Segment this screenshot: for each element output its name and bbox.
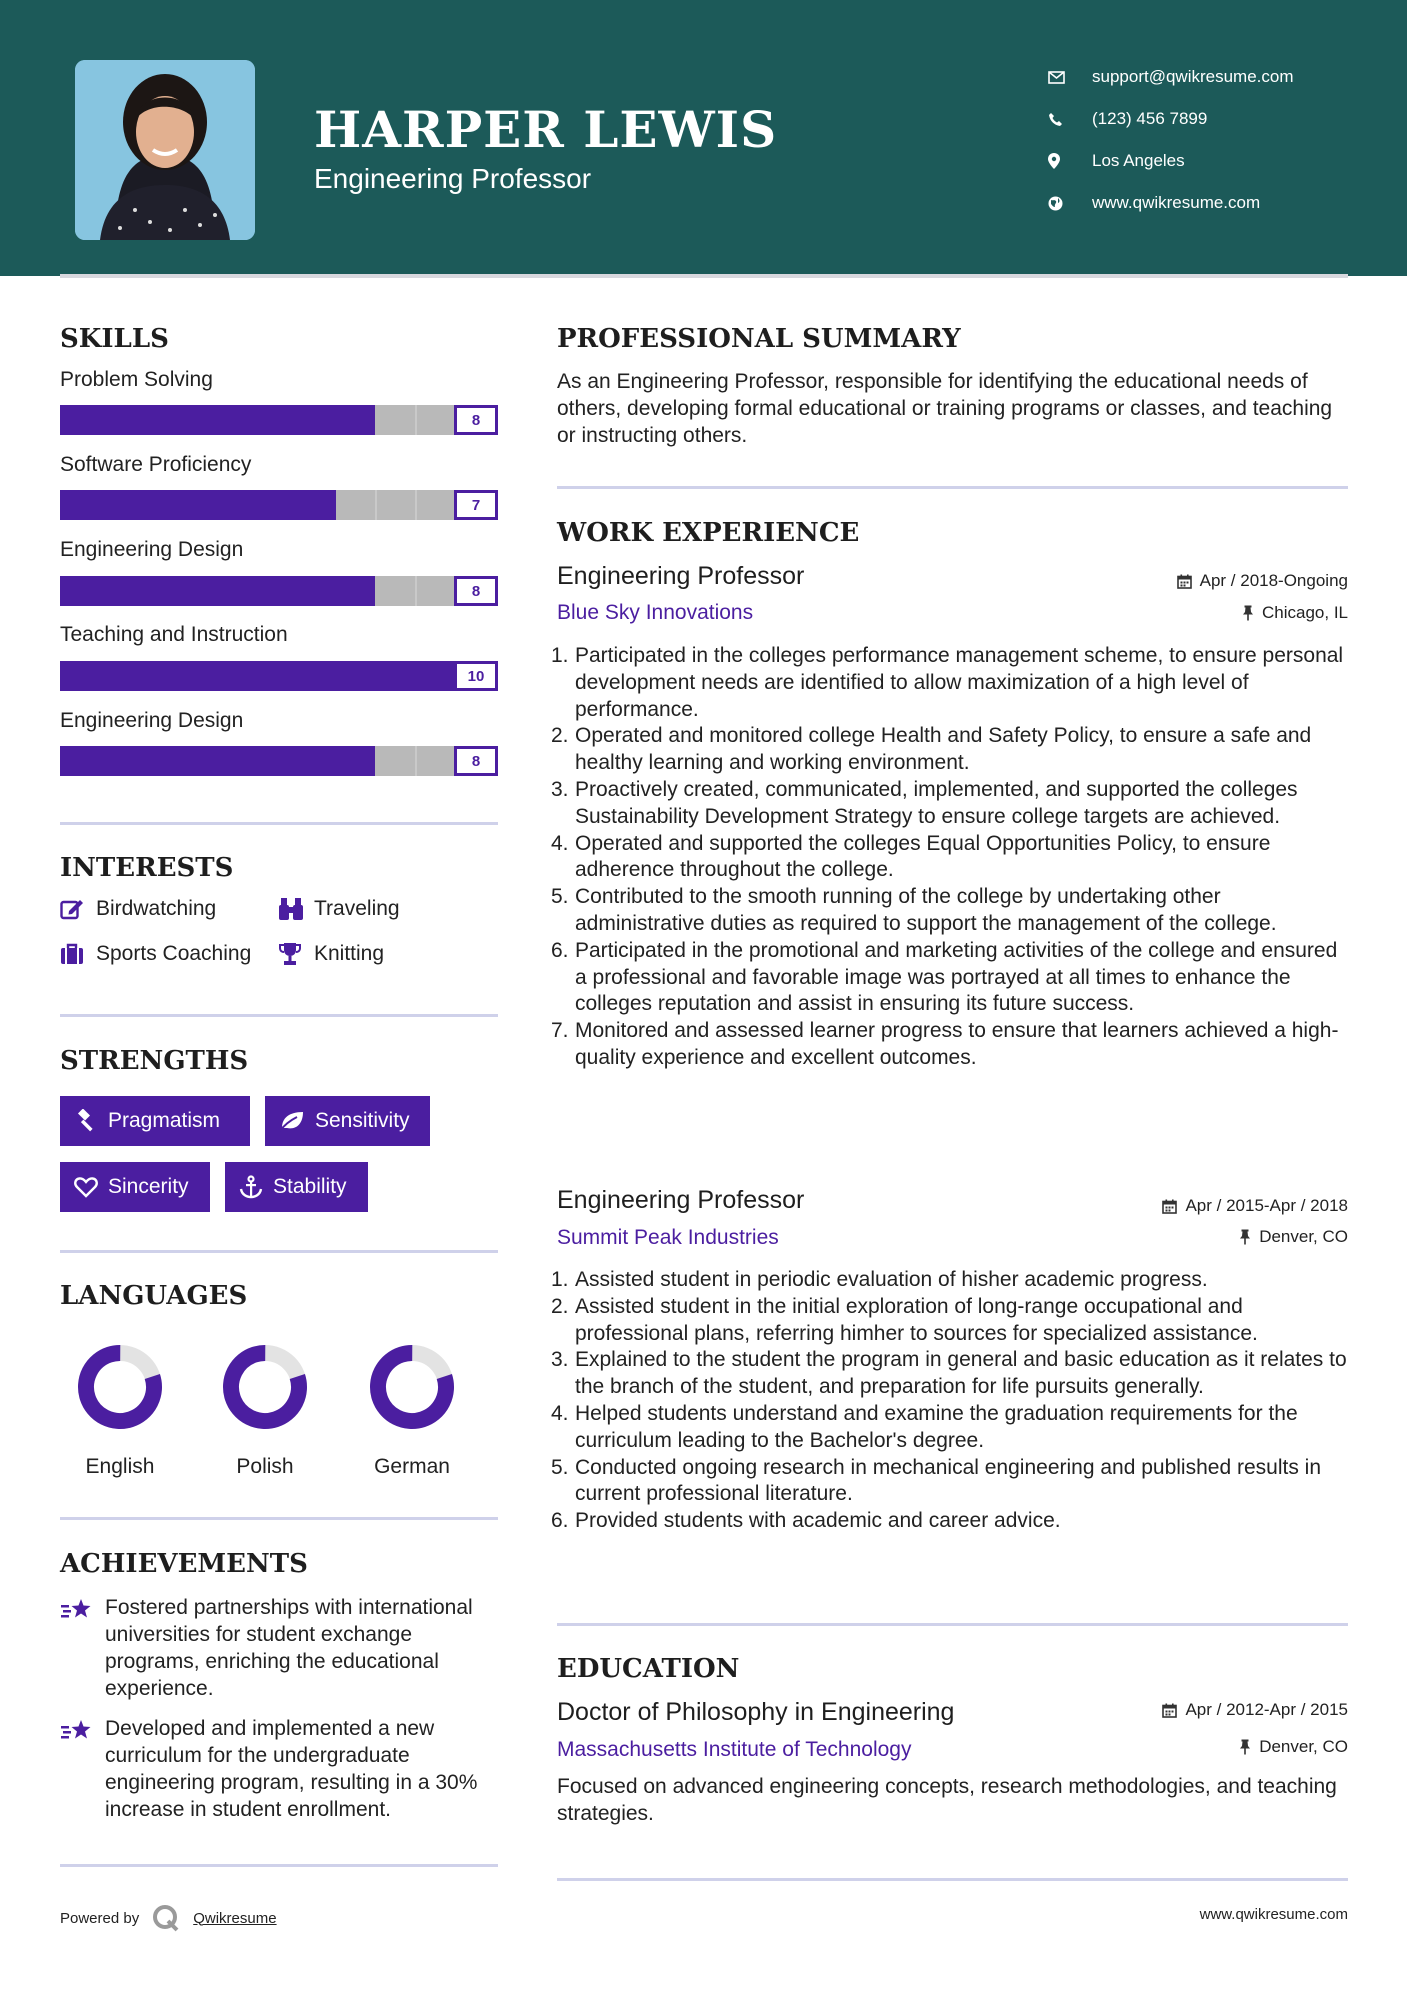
strength-tag	[60, 1096, 250, 1146]
summary-heading: PROFESSIONAL SUMMARY	[557, 324, 961, 354]
contact-email-text: support@qwikresume.com	[1092, 67, 1294, 86]
school-name: Massachusetts Institute of Technology	[557, 1738, 912, 1761]
anchor-icon	[239, 1175, 263, 1199]
language-proficiency-ring	[367, 1342, 457, 1432]
contact-phone-text: (123) 456 7899	[1092, 109, 1208, 128]
company-name: Summit Peak Industries	[557, 1226, 779, 1249]
language-item	[357, 1342, 467, 1479]
language-name: German	[374, 1455, 450, 1478]
skill-bar-segment	[415, 576, 417, 606]
education-heading: EDUCATION	[557, 1654, 740, 1684]
job-responsibilities	[551, 643, 1350, 1072]
summary-text: As an Engineering Professor, responsible for identifying the educational needs of others, developing formal educational or training programs or classes, and teaching or instructing others.	[557, 370, 1333, 447]
list-item: 6. Participated in the promotional and marketing activities of the college and ensured a professional and favorable image was portrayed at all times to enhance the colleges reputation and assist in ensuring its future success.	[551, 938, 1338, 1016]
skill-name: Teaching and Instruction	[60, 623, 288, 646]
pushpin-icon	[1239, 1739, 1251, 1755]
shooting-star-icon	[60, 1715, 105, 1823]
section-divider	[557, 486, 1348, 489]
skill-bar-segment	[415, 405, 417, 435]
gavel-icon	[74, 1109, 98, 1133]
qwikresume-logo-icon	[151, 1903, 181, 1933]
skill-level-badge: 8	[454, 576, 498, 606]
experience-heading: WORK EXPERIENCE	[557, 518, 860, 548]
shooting-star-icon	[60, 1594, 105, 1702]
job-title: Engineering Professor	[557, 562, 805, 590]
interest-item	[278, 897, 400, 921]
contact-email[interactable]	[1048, 56, 1294, 98]
skills-heading: SKILLS	[60, 324, 169, 354]
job-dates-text: Apr / 2015-Apr / 2018	[1185, 1196, 1348, 1215]
list-item: 6. Provided students with academic and career advice.	[551, 1509, 1061, 1533]
section-divider	[557, 1878, 1348, 1881]
skill-name: Software Proficiency	[60, 453, 252, 476]
skill-bar-segment	[415, 490, 417, 520]
skill-name: Problem Solving	[60, 368, 213, 391]
section-divider	[60, 1014, 498, 1017]
achievement-text: Developed and implemented a new curriculum for the undergraduate engineering program, resulting in a 30% increase in student enrollment.	[105, 1717, 478, 1821]
achievements-heading: ACHIEVEMENTS	[60, 1549, 308, 1579]
qwikresume-link[interactable]: Qwikresume	[193, 1909, 277, 1927]
skill-bar	[60, 746, 498, 776]
job-title: Engineering Professor	[557, 1186, 805, 1214]
footer-powered-by	[60, 1903, 277, 1933]
map-pin-icon	[1048, 153, 1092, 169]
skill-level-badge: 7	[454, 490, 498, 520]
strength-tag	[265, 1096, 430, 1146]
section-divider	[557, 1623, 1348, 1626]
list-item: 3. Proactively created, communicated, implemented, and supported the colleges Sustainability Development Strategy to ensure college targets are achieved.	[551, 777, 1298, 828]
skill-bar	[60, 405, 498, 435]
candidate-name: HARPER LEWIS	[314, 100, 778, 159]
strength-label: Pragmatism	[108, 1109, 221, 1132]
strength-label: Sensitivity	[315, 1109, 410, 1132]
briefcase-icon	[60, 943, 96, 965]
interest-item	[60, 897, 216, 921]
interest-label: Knitting	[314, 942, 385, 965]
interest-item	[278, 942, 384, 966]
skill-name: Engineering Design	[60, 709, 244, 732]
list-item: 5. Conducted ongoing research in mechanical engineering and published results in current professional literature.	[551, 1455, 1321, 1506]
skill-bar-fill	[60, 490, 336, 520]
calendar-icon	[1162, 1199, 1177, 1214]
achievement-item	[60, 1715, 500, 1823]
profile-photo	[75, 60, 255, 240]
language-item	[210, 1342, 320, 1479]
education-description: Focused on advanced engineering concepts, research methodologies, and teaching strategies.	[557, 1775, 1337, 1825]
skill-bar	[60, 661, 498, 691]
header-divider	[60, 274, 1348, 278]
section-divider	[60, 1864, 498, 1867]
strength-tag	[225, 1162, 368, 1212]
skill-bar-segment	[415, 746, 417, 776]
language-proficiency-ring	[75, 1342, 165, 1432]
strengths-heading: STRENGTHS	[60, 1046, 249, 1076]
interests-heading: INTERESTS	[60, 853, 234, 883]
language-item	[65, 1342, 175, 1479]
contact-website-text: www.qwikresume.com	[1092, 193, 1261, 212]
globe-icon	[1048, 196, 1092, 211]
pushpin-icon	[1239, 1229, 1251, 1245]
list-item: 1. Assisted student in periodic evaluation of hisher academic progress.	[551, 1268, 1208, 1291]
job-responsibilities	[551, 1267, 1350, 1535]
achievement-item	[60, 1594, 500, 1702]
list-item: 2. Assisted student in the initial exploration of long-range occupational and professional plans, referring himher to sources for specialized assistance.	[551, 1294, 1258, 1345]
strength-label: Stability	[273, 1175, 347, 1198]
list-item: 1. Participated in the colleges performance management scheme, to ensure personal development needs are identified to allow maximization of a high level of performance.	[551, 644, 1344, 721]
skill-level-badge: 10	[454, 661, 498, 691]
language-name: English	[85, 1455, 155, 1478]
job-location	[1242, 603, 1348, 623]
education-location	[1239, 1737, 1348, 1757]
company-name: Blue Sky Innovations	[557, 601, 754, 624]
strength-tag	[60, 1162, 210, 1212]
list-item: 2. Operated and monitored college Health and Safety Policy, to ensure a safe and healthy learning and working environment.	[551, 724, 1312, 775]
list-item: 7. Monitored and assessed learner progress to ensure that learners achieved a high-quality experience and excellent outcomes.	[551, 1019, 1339, 1069]
section-divider	[60, 1250, 498, 1253]
resume-header	[0, 0, 1407, 276]
skill-level-badge: 8	[454, 746, 498, 776]
candidate-title: Engineering Professor	[314, 163, 592, 194]
calendar-icon	[1177, 574, 1192, 589]
list-item: 3. Explained to the student the program in general and basic education as it relates to the branch of the student, and preparation for life pursuits generally.	[551, 1348, 1347, 1399]
job-location-text: Denver, CO	[1259, 1227, 1348, 1246]
education-location-text: Denver, CO	[1259, 1737, 1348, 1756]
powered-by-label: Powered by	[60, 1909, 140, 1927]
envelope-icon	[1048, 71, 1092, 84]
section-divider	[60, 1517, 498, 1520]
interest-label: Traveling	[314, 897, 400, 920]
skill-bar	[60, 576, 498, 606]
phone-icon	[1048, 112, 1092, 127]
pencil-square-icon	[60, 898, 96, 920]
achievement-text: Fostered partnerships with international universities for student exchange programs, enriching the educational experience.	[105, 1596, 473, 1700]
list-item: 5. Contributed to the smooth running of the college by undertaking other administrative duties as required to support the management of the college.	[551, 885, 1277, 935]
skill-bar	[60, 490, 498, 520]
skill-bar-fill	[60, 661, 454, 691]
binoculars-icon	[278, 897, 314, 921]
contact-website[interactable]	[1048, 182, 1294, 224]
degree-title: Doctor of Philosophy in Engineering	[557, 1698, 955, 1726]
skill-bar-segment	[375, 490, 377, 520]
job-dates-text: Apr / 2018-Ongoing	[1199, 571, 1348, 590]
contact-location	[1048, 140, 1294, 182]
interest-label: Birdwatching	[96, 897, 217, 920]
list-item: 4. Operated and supported the colleges Equal Opportunities Policy, to ensure adherence throughout the college.	[551, 831, 1271, 882]
footer-website-link[interactable]: www.qwikresume.com	[1199, 1906, 1348, 1923]
skill-bar-fill	[60, 746, 375, 776]
calendar-icon	[1162, 1703, 1177, 1718]
section-divider	[60, 822, 498, 825]
skill-bar-fill	[60, 576, 375, 606]
interest-item	[60, 942, 251, 966]
job-dates	[1177, 571, 1348, 591]
language-name: Polish	[236, 1455, 294, 1478]
contact-location-text: Los Angeles	[1092, 151, 1185, 170]
contact-phone[interactable]	[1048, 98, 1294, 140]
job-dates	[1162, 1196, 1348, 1216]
trophy-icon	[278, 942, 314, 966]
heart-icon	[74, 1176, 98, 1198]
contact-list	[1048, 56, 1294, 224]
strength-label: Sincerity	[108, 1175, 189, 1198]
pushpin-icon	[1242, 605, 1254, 621]
language-proficiency-ring	[220, 1342, 310, 1432]
list-item: 4. Helped students understand and examine the graduation requirements for the curriculum leading to the Bachelor's degree.	[551, 1401, 1298, 1452]
leaf-icon	[279, 1110, 305, 1132]
skill-name: Engineering Design	[60, 538, 244, 561]
education-dates	[1162, 1700, 1348, 1720]
languages-heading: LANGUAGES	[60, 1281, 248, 1311]
job-location	[1239, 1227, 1348, 1247]
job-location-text: Chicago, IL	[1262, 603, 1348, 622]
interest-label: Sports Coaching	[96, 942, 252, 965]
education-dates-text: Apr / 2012-Apr / 2015	[1185, 1700, 1348, 1719]
skill-level-badge: 8	[454, 405, 498, 435]
skill-bar-fill	[60, 405, 375, 435]
